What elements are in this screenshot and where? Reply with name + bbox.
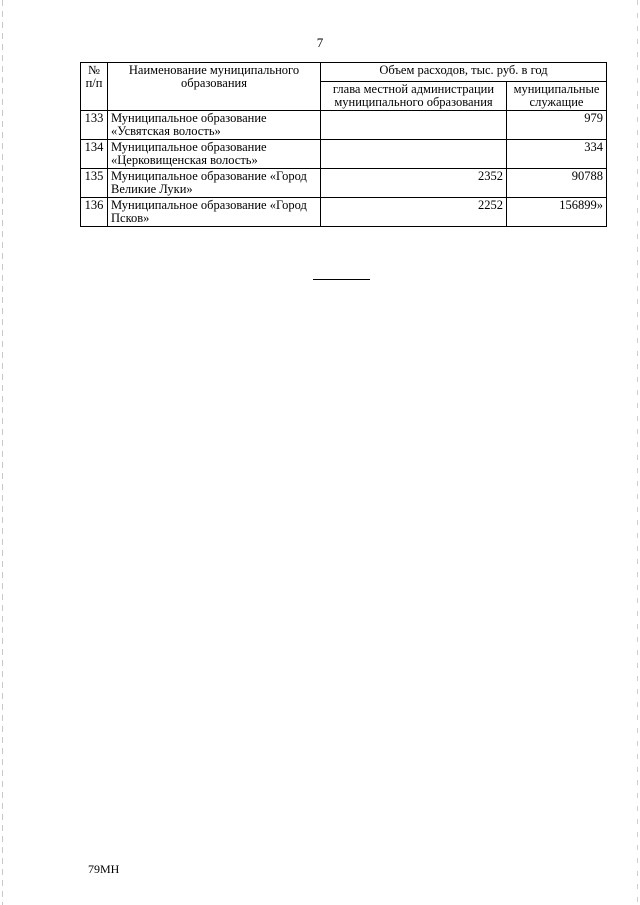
row-num: 134 [81, 140, 108, 169]
row-name: Муниципальное образование «Город Великие Луки» [108, 169, 321, 198]
row-municipal-staff: 979 [507, 111, 607, 140]
row-name: Муниципальное образование «Усвятская волость» [108, 111, 321, 140]
scan-edge-right [637, 0, 638, 905]
row-municipal-staff: 156899» [507, 198, 607, 227]
table-row [81, 169, 607, 198]
document-code: 79МН [88, 862, 120, 876]
row-municipal-staff: 90788 [507, 169, 607, 198]
end-of-text-rule [313, 279, 370, 280]
row-head-of-admin: 2252 [321, 198, 507, 227]
header-name: Наименование муниципального образования [108, 63, 321, 111]
row-name: Муниципальное образование «Церковищенская волость» [108, 140, 321, 169]
row-num: 136 [81, 198, 108, 227]
table-row [81, 140, 607, 169]
table-header-row [81, 63, 607, 82]
row-num: 133 [81, 111, 108, 140]
row-head-of-admin: 2352 [321, 169, 507, 198]
row-name: Муниципальное образование «Город Псков» [108, 198, 321, 227]
header-head-of-admin: глава местной администрации муниципального образования [321, 82, 507, 111]
row-head-of-admin [321, 111, 507, 140]
row-head-of-admin [321, 140, 507, 169]
scan-edge-left [2, 0, 3, 905]
row-municipal-staff: 334 [507, 140, 607, 169]
header-expenses-group: Объем расходов, тыс. руб. в год [321, 63, 607, 82]
table-row [81, 198, 607, 227]
row-num: 135 [81, 169, 108, 198]
header-municipal-staff: муниципальные служащие [507, 82, 607, 111]
page-number: 7 [316, 35, 324, 50]
expenses-table [80, 62, 607, 227]
table-row [81, 111, 607, 140]
header-num: № п/п [81, 63, 108, 111]
